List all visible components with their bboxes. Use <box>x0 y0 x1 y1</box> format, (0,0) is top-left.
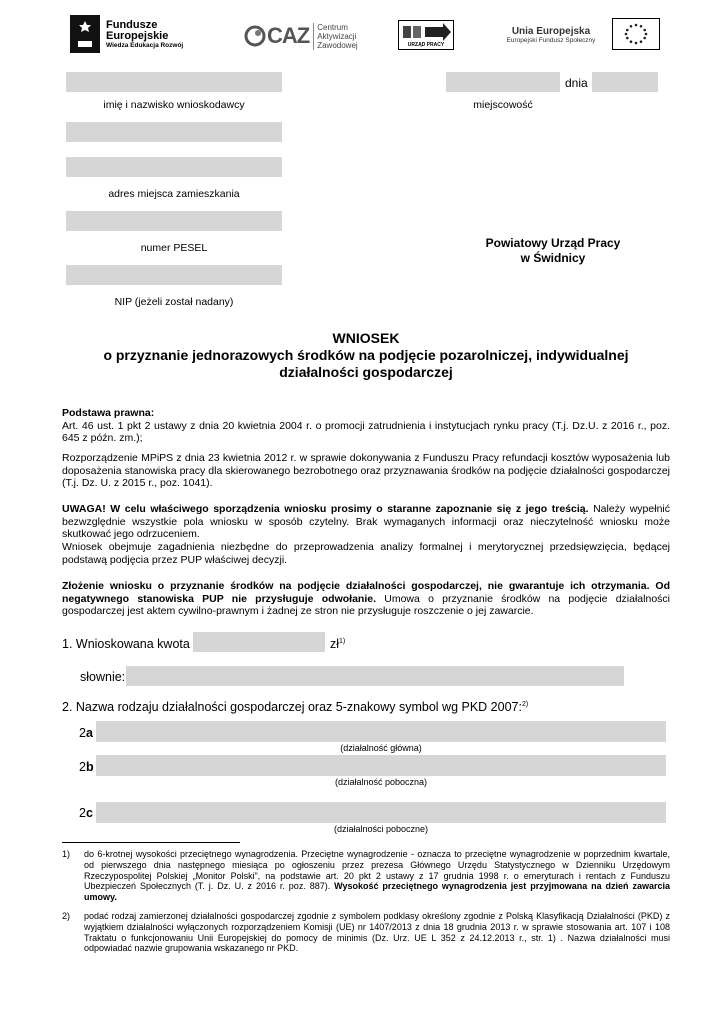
q2b-letter: b <box>85 760 94 774</box>
fe-star-icon <box>70 15 100 53</box>
office-line1: Powiatowy Urząd Pracy <box>485 236 621 250</box>
eu-flag-icon <box>612 18 660 50</box>
legal-basis <box>62 407 670 445</box>
ue-line2: Europejski Fundusz Społeczny <box>506 37 596 44</box>
footnote-2-number: 2) <box>62 911 71 921</box>
logo-ue-text <box>496 26 606 44</box>
title-line3: działalności gospodarczej <box>279 364 453 380</box>
q2a-num: 2 <box>79 726 86 740</box>
q2c-label <box>79 806 93 820</box>
activity-main-caption: (działalność główna) <box>340 743 422 753</box>
urzad-pracy-label: URZĄD PRACY <box>407 42 445 48</box>
nip-field[interactable] <box>66 265 282 285</box>
footnote-1-bold: Wysokość przeciętnego wynagrodzenia jest przyjmowana na dzień zawarcia umowy. <box>84 881 670 903</box>
notice-rest: Należy wypełnić bezwzględnie wszystkie pola wniosku w sposób czytelny. Brak wymaganych informacji oraz nieczytelność wniosku może skutkować jego odrzuceniem. <box>62 503 670 541</box>
notice-paragraph <box>62 503 670 541</box>
office-address <box>470 236 636 265</box>
q2a-letter: a <box>85 726 93 740</box>
activity-other-field[interactable] <box>96 802 666 823</box>
footnote-divider <box>62 842 240 843</box>
footnote-1-number: 1) <box>62 849 71 859</box>
address-field-1[interactable] <box>66 122 282 142</box>
fe-line1: Fundusze <box>106 18 158 31</box>
q1-unit-text: zł <box>330 637 340 651</box>
applicant-name-label: imię i nazwisko wnioskodawcy <box>103 99 245 111</box>
logo-fundusze-europejskie <box>70 14 210 54</box>
activity-main-field[interactable] <box>96 721 666 742</box>
pesel-field[interactable] <box>66 211 282 231</box>
q1-label: 1. Wnioskowana kwota <box>62 637 190 651</box>
ue-line1: Unia Europejska <box>511 26 591 37</box>
legal-p2: Rozporządzenie MPiPS z dnia 23 kwietnia 2012 r. w sprawie dokonywania z Funduszu Pracy refundacji kosztów wyposażenia lub doposażenia stanowiska pracy dla skierowanego bezrobotnego oraz przyznawania środków na podjęcie działalności gospodarczej (T.j. Dz. U. z 2015 r., poz. 1041). <box>62 452 670 490</box>
office-line2: w Świdnicy <box>520 250 586 265</box>
footnote-1-text: do 6-krotnej wysokości przeciętnego wynagrodzenia. Przeciętne wynagrodzenie - oznacza to przeciętne wynagrodzenie w poprzednim kwartale, od pierwszego dnia następnego miesiąca po ogłoszeniu przez prezesa Głównego Urzędu Statystycznego w Dzienniku Urzędowym Rzeczypospolitej Polskiej „Monitor Polski”, na podstawie art. 20 pkt 2 ustawy z 17 grudnia 1998 r. o emeryturach i rentach z Funduszu Ubezpieczeń Społecznych (T. j. Dz. U. z 2016 r. poz. 887). <box>84 849 670 892</box>
address-label: adres miejsca zamieszkania <box>108 188 240 200</box>
title-line1: WNIOSEK <box>332 330 400 346</box>
warning-paragraph <box>62 580 670 618</box>
logo-urzad-pracy <box>398 20 454 50</box>
q2c-num: 2 <box>79 806 86 820</box>
q2b-label <box>79 760 94 774</box>
applicant-name-field[interactable] <box>66 72 282 92</box>
q2b-num: 2 <box>79 760 86 774</box>
pesel-label: numer PESEL <box>140 242 208 254</box>
document-title <box>62 330 670 381</box>
q1-footnote-ref: 1) <box>339 637 346 645</box>
q2-label-text: 2. Nazwa rodzaju działalności gospodarczej oraz 5-znakowy symbol wg PKD 2007: <box>62 700 522 714</box>
date-label: dnia <box>565 76 588 90</box>
caz-swirl-icon <box>244 21 266 51</box>
caz-short: CAZ <box>267 23 310 48</box>
activity-secondary-field[interactable] <box>96 755 666 776</box>
date-field[interactable] <box>592 72 658 92</box>
fe-line2: Europejskie <box>106 29 169 42</box>
q2-footnote-ref: 2) <box>521 700 529 708</box>
q2a-label <box>79 726 93 740</box>
logo-caz <box>244 18 364 54</box>
legal-p1: Art. 46 ust. 1 pkt 2 ustawy z dnia 20 kwietnia 2004 r. o promocji zatrudnienia i instytucjach rynku pracy (T.j. Dz.U. z 2016 r., poz. 645 z późn. zm.); <box>62 419 670 445</box>
amount-field[interactable] <box>193 632 325 652</box>
place-field[interactable] <box>446 72 560 92</box>
activity-secondary-caption: (działalność poboczna) <box>334 777 428 787</box>
caz-line2: Aktywizacji <box>317 31 357 41</box>
footnote-2 <box>62 911 670 954</box>
fe-line3: Wiedza Edukacja Rozwój <box>106 41 184 49</box>
warning-rest: Umowa o przyznanie środków na podjęcie działalności gospodarczej jest aktem cywilno-prawnym i żadnej ze stron nie przysługuje roszczenie o jej zawarcie. <box>62 592 670 618</box>
caz-line1: Centrum <box>317 22 348 32</box>
activity-other-caption: (działalności poboczne) <box>333 824 429 834</box>
footnote-2-text: podać rodzaj zamierzonej działalności gospodarczej zgodnie z symbolem podklasy określony zgodnie z Polską Klasyfikacją Działalności (PKD) z wyjątkiem działalności wyłączonych rozporządzeniem Komisji (UE) nr 1407/2013 z dnia 18 grudnia 2013 r. w sprawie stosowania art. 107 i 108 Traktatu o funkcjonowaniu Unii Europejskiej do pomocy de minimis (Dz. Urz. UE L 352 z 24.12.2013 r., str. 1) . Nazwa działalności musi odpowiadać nazwie grupowania wskazanego nr PKD. <box>84 911 670 954</box>
warning-bold: Złożenie wniosku o przyznanie środków na podjęcie działalności gospodarczej, nie gwarantuje ich otrzymania. Od negatywnego stanowiska PUP nie przysługuje odwołanie. <box>62 580 670 605</box>
words-label: słownie: <box>80 670 126 684</box>
notice-p2: Wniosek obejmuje zagadnienia niezbędne do przeprowadzenia analizy formalnej i merytorycznej przedsięwzięcia, będącej podstawą podjęcia przez PUP właściwej decyzji. <box>62 541 670 566</box>
amount-words-field[interactable] <box>126 666 624 686</box>
notice-bold: UWAGA! W celu właściwego sporządzenia wniosku prosimy o staranne zapoznanie się z jego treścią. <box>62 503 589 515</box>
q2c-letter: c <box>85 806 93 820</box>
q2-label <box>62 700 528 714</box>
title-line2: o przyznanie jednorazowych środków na podjęcie pozarolniczej, indywidualnej <box>103 347 629 363</box>
urzad-pracy-arrow-icon <box>399 21 453 43</box>
nip-label: NIP (jeżeli został nadany) <box>114 296 234 308</box>
place-label: miejscowość <box>473 99 533 111</box>
caz-line3: Zawodowej <box>317 40 358 50</box>
address-field-2[interactable] <box>66 157 282 177</box>
q1-unit <box>330 637 345 651</box>
footnote-1 <box>62 849 670 903</box>
legal-heading: Podstawa prawna: <box>62 407 155 419</box>
